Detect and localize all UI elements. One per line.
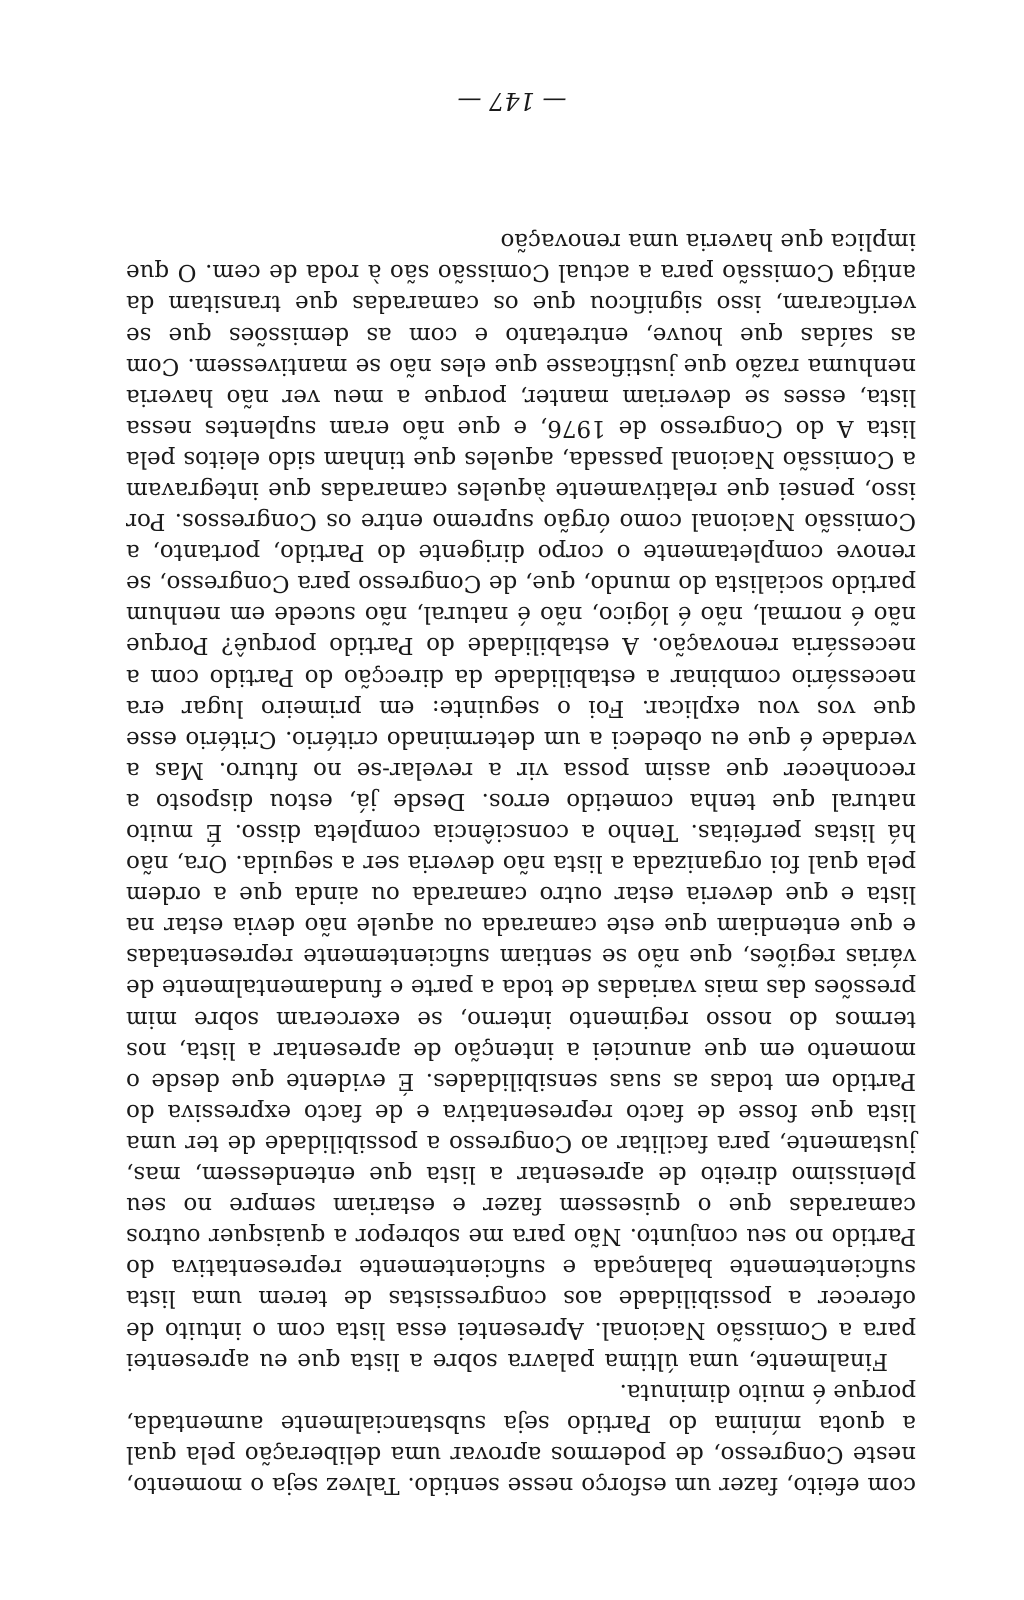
page-number: — 147 — — [457, 87, 567, 115]
paragraph: Finalmente, uma última palavra sobre a lista que eu apresentei para a Comissão Nacional. Apresentei essa lista com o intuito de oferecer a possibilidade aos congressistas de terem uma lista suficientemente balançada e suficientemente representativa do Partido no seu conjunto. Não para me sobrepor a quaisquer outros camaradas que o quisessem fazer e estariam sempre no seu plenissimo direito de apresentar a lista que entendessem, mas, justamente, para facilitar ao Congresso a possibilidade de ter uma lista que fosse de facto representativa e de facto expressiva do Partido em todas as suas sensibilidades. É evidente que desde o momento em que anunciei a intenção de apresentar a lista, nos termos do nosso regimento interno, se exerceram sobre mim pressões das mais variadas de toda a parte e fundamentalmente de várias regiões, que não se sentiam suficientemente representadas e que entendiam que este camarada ou aquele não devia estar na lista e que deveria estar outro camarada ou ainda que a ordem pela qual foi organizada a lista não deveria ser a seguida. Ora, não há listas perfeitas. Tenho a consciência completa disso. É muito natural que tenha cometido erros. Desde já, estou disposto a reconhecer que assim possa vir a revelar-se no futuro. Mas a verdade é que eu obedeci a um determinado critério. Critério esse que vos vou explicar. Foi o seguinte: em primeiro lugar era necessário combinar a estabilidade da direcção do Partido com a necessária renovação. A estabilidade do Partido porquê? Porque não é normal, não é lógico, não é natural, não sucede em nenhum partido socialista do mundo, que, de Congresso para Congresso, se renove completamente o corpo dirigente do Partido, portanto, a Comissão Nacional como órgão supremo entre os Congressos. Por isso, pensei que relativamente àqueles camaradas que integravam a Comissão Nacional passada, aqueles que tinham sido eleitos pela lista A do Congresso de 1976, e que não eram suplentes nessa lista, esses se deveriam manter, porque a meu ver não haveria nenhuma razão que justificasse que eles não se mantivessem. Com as saídas que houve, entretanto e com as demissões que se verificaram, isso significou que os camaradas que transitam da antiga Comissão para a actual Comissão são à roda de cem. O que implica que haveria uma renovação — [126, 228, 916, 1374]
body-text — [126, 225, 916, 1500]
paragraph: com efeito, fazer um esforço nesse sentido. Talvez seja o momento, neste Congresso, de podermos aprovar uma deliberação pela qual a quota mínima do Partido seja substancialmente aumentada, porque é muito diminuta. — [126, 1378, 916, 1498]
